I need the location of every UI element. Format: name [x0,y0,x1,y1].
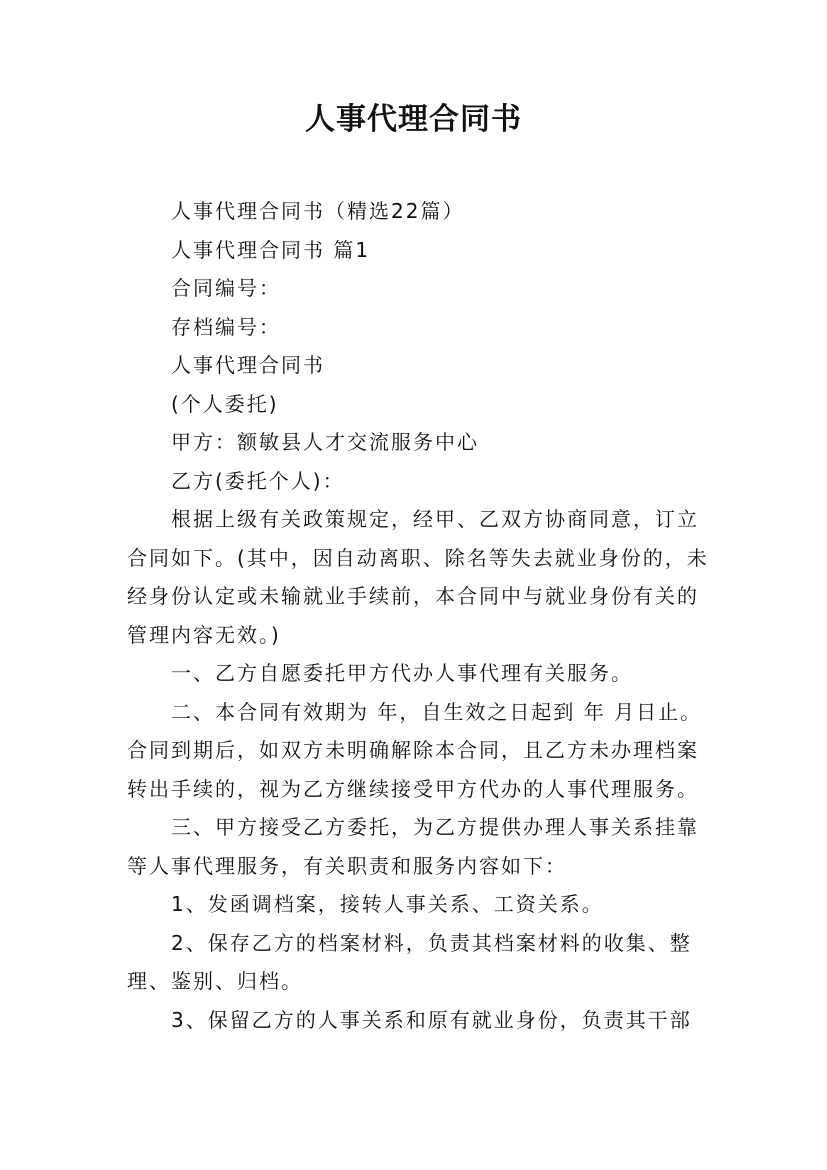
paragraph: 甲方：额敏县人才交流服务中心 [171,430,479,454]
paragraph: 三、甲方接受乙方委托，为乙方提供办理人事关系挂靠等人事代理服务，有关职责和服务内容如下： [127,815,699,878]
paragraph: 3、保留乙方的人事关系和原有就业身份，负责其干部 [171,1007,692,1032]
paragraph: (个人委托) [171,391,279,416]
paragraph: 2、保存乙方的档案材料，负责其档案材料的收集、整理、鉴别、归档。 [127,930,692,993]
paragraph: 合同编号： [171,276,281,300]
paragraph: 根据上级有关政策规定，经甲、乙双方协商同意，订立合同如下。(其中，因自动离职、除名等失去就业身份的，未经身份认定或未输就业手续前，本合同中与就业身份有关的管理内容无效。) [127,507,709,647]
paragraph: 人事代理合同书 篇1 [171,237,371,262]
paragraph: 1、发函调档案，接转人事关系、工资关系。 [171,892,604,916]
document-title: 人事代理合同书 [305,102,522,137]
paragraph: 人事代理合同书（精选22篇） [171,199,465,223]
paragraph: 人事代理合同书 [171,353,325,377]
paragraph: 一、乙方自愿委托甲方代办人事代理有关服务。 [171,661,633,685]
paragraph: 二、本合同有效期为 年，自生效之日起到 年 月日止。合同到期后，如双方未明确解除本合同，且乙方未办理档案转出手续的，视为乙方继续接受甲方代办的人事代理服务。 [127,699,703,801]
paragraph: 存档编号： [171,314,281,339]
document-body [127,192,717,1039]
paragraph: 乙方(委托个人)： [171,468,345,493]
